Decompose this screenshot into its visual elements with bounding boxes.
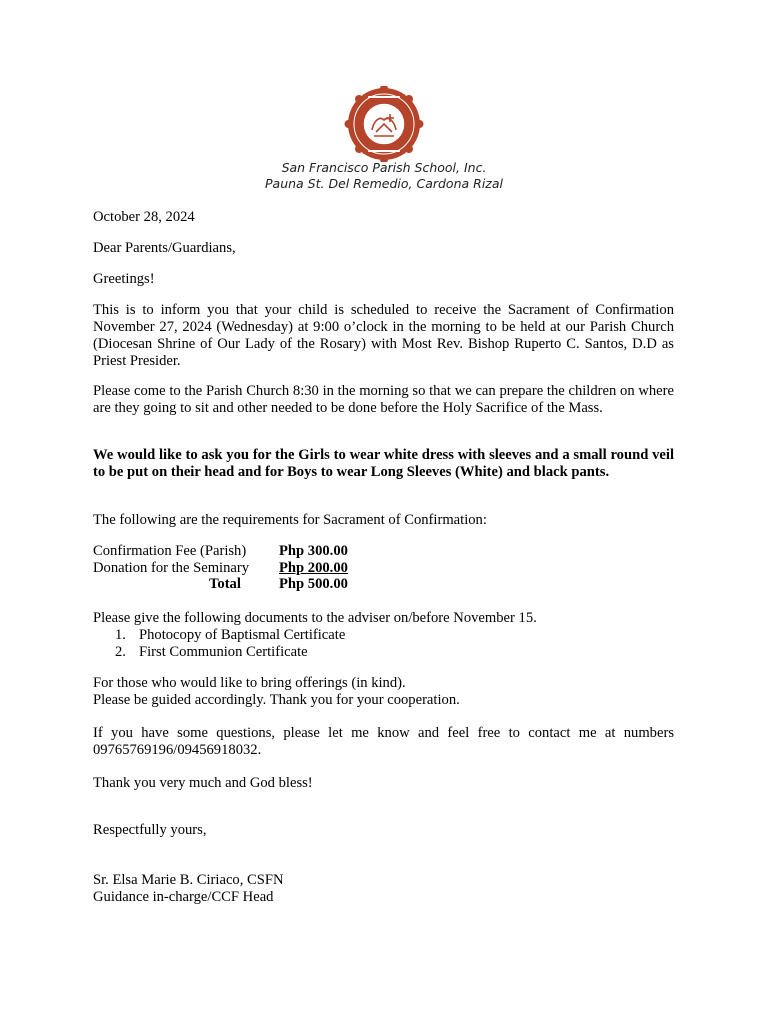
list-item bbox=[115, 627, 345, 644]
fee-total-label: Total bbox=[209, 576, 241, 592]
signatory-title: Guidance in-charge/CCF Head bbox=[93, 889, 274, 905]
signatory-name: Sr. Elsa Marie B. Ciriaco, CSFN bbox=[93, 872, 284, 888]
fee-total-amount: Php 500.00 bbox=[279, 576, 348, 592]
closing-line: Respectfully yours, bbox=[93, 822, 207, 838]
list-number: 1. bbox=[115, 627, 126, 643]
fee-amount: Php 200.00 bbox=[279, 560, 348, 576]
questions-paragraph: If you have some questions, please let me know and feel free to contact me at numbers 09765769196/09456918032. bbox=[93, 725, 674, 758]
paragraph-arrival: Please come to the Parish Church 8:30 in the morning so that we can prepare the children on where are they going to sit and other needed to be done before the Holy Sacrifice of the Mass. bbox=[93, 383, 674, 416]
offerings-note: For those who would like to bring offerings (in kind). bbox=[93, 675, 406, 691]
salutation: Dear Parents/Guardians, bbox=[93, 240, 236, 256]
list-number: 2. bbox=[115, 644, 126, 660]
paragraph-dress-code: We would like to ask you for the Girls to wear white dress with sleeves and a small round veil to be put on their head and for Boys to wear Long Sleeves (White) and black pants. bbox=[93, 447, 674, 480]
fee-label: Confirmation Fee (Parish) bbox=[93, 543, 247, 559]
fee-label: Donation for the Seminary bbox=[93, 560, 250, 576]
letter-date: October 28, 2024 bbox=[93, 209, 195, 225]
thanks-line: Thank you very much and God bless! bbox=[93, 775, 313, 791]
list-text: Photocopy of Baptismal Certificate bbox=[139, 627, 346, 643]
greeting: Greetings! bbox=[93, 271, 155, 287]
guided-note: Please be guided accordingly. Thank you for your cooperation. bbox=[93, 692, 460, 708]
school-name: San Francisco Parish School, Inc. bbox=[281, 160, 487, 175]
school-address: Pauna St. Del Remedio, Cardona Rizal bbox=[265, 176, 503, 191]
list-item bbox=[115, 644, 308, 661]
paragraph-schedule: This is to inform you that your child is scheduled to receive the Sacrament of Confirmation November 27, 2024 (Wednesday) at 9:00 o’clock in the morning to be held at our Parish Church (Diocesan Shrine of Our Lady of the Rosary) with Most Rev. Bishop Ruperto C. Santos, D.D as Priest Presider. bbox=[93, 302, 674, 369]
school-seal-logo bbox=[338, 86, 430, 162]
list-text: First Communion Certificate bbox=[139, 644, 308, 660]
paragraph-requirements-intro: The following are the requirements for Sacrament of Confirmation: bbox=[93, 512, 487, 528]
documents-intro: Please give the following documents to the adviser on/before November 15. bbox=[93, 610, 537, 626]
fee-amount: Php 300.00 bbox=[279, 543, 348, 559]
